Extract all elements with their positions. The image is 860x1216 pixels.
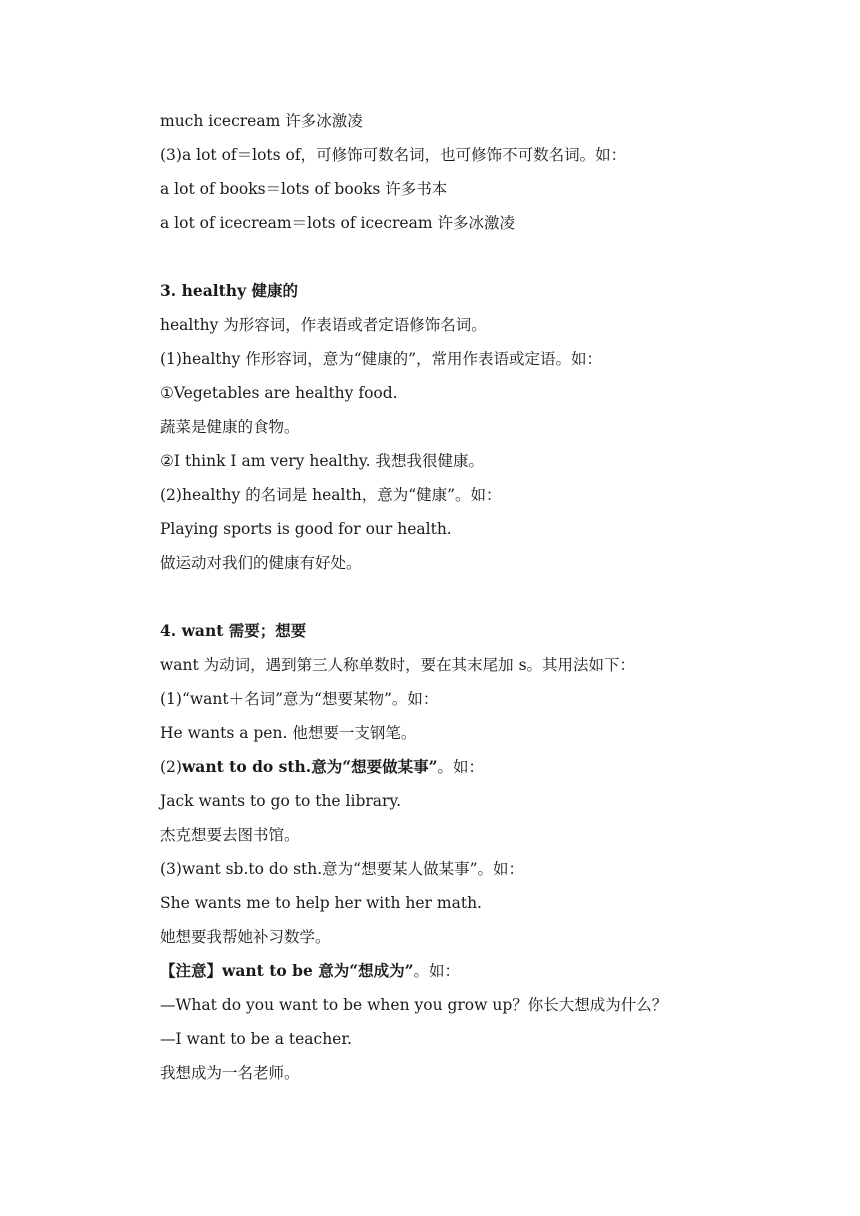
document-page	[160, 104, 800, 1090]
text-line: a lot of icecream＝lots of icecream 许多冰激凌	[160, 214, 515, 232]
text-line: (3)want sb.to do sth.意为“想要某人做某事”。如：	[160, 860, 525, 878]
text-line: ②I think I am very healthy. 我想我很健康。	[160, 452, 484, 470]
section-heading-want: 4. want 需要；想要	[160, 621, 307, 640]
text-suffix: 。如：	[437, 758, 485, 776]
text-line: Jack wants to go to the library.	[160, 792, 402, 810]
note-emphasis: 【注意】want to be 意为“想成为”	[160, 961, 414, 980]
text-line: (1)healthy 作形容词，意为“健康的”，常用作表语或定语。如：	[160, 350, 603, 368]
text-prefix: (2)	[160, 758, 182, 776]
text-line: want 为动词，遇到第三人称单数时，要在其末尾加 s。其用法如下：	[160, 656, 636, 674]
paragraph-gap	[160, 580, 800, 614]
text-line: 蔬菜是健康的食物。	[160, 418, 300, 436]
paragraph-gap	[160, 240, 800, 274]
text-line: ①Vegetables are healthy food.	[160, 384, 398, 402]
text-line-mixed	[160, 750, 800, 784]
text-line: 杰克想要去图书馆。	[160, 826, 300, 844]
section-heading-healthy: 3. healthy 健康的	[160, 281, 298, 300]
text-line: He wants a pen. 他想要一支钢笔。	[160, 724, 417, 742]
text-line: Playing sports is good for our health.	[160, 520, 452, 538]
text-emphasis: want to do sth.意为“想要做某事”	[181, 757, 438, 776]
note-suffix: 。如：	[413, 962, 461, 980]
text-line: a lot of books＝lots of books 许多书本	[160, 180, 448, 198]
text-line: —What do you want to be when you grow up？你长大想成为什么？	[160, 996, 668, 1014]
text-line: (2)healthy 的名词是 health，意为“健康”。如：	[160, 486, 502, 504]
text-line: 我想成为一名老师。	[160, 1064, 300, 1082]
text-line: healthy 为形容词，作表语或者定语修饰名词。	[160, 316, 487, 334]
text-line: (3)a lot of＝lots of，可修饰可数名词，也可修饰不可数名词。如：	[160, 146, 627, 164]
text-line: —I want to be a teacher.	[160, 1030, 352, 1048]
text-line: (1)“want＋名词”意为“想要某物”。如：	[160, 690, 439, 708]
text-line: She wants me to help her with her math.	[160, 894, 482, 912]
text-line: much icecream 许多冰激凌	[160, 112, 363, 130]
text-line: 她想要我帮她补习数学。	[160, 928, 331, 946]
note-line	[160, 954, 800, 988]
text-line: 做运动对我们的健康有好处。	[160, 554, 362, 572]
